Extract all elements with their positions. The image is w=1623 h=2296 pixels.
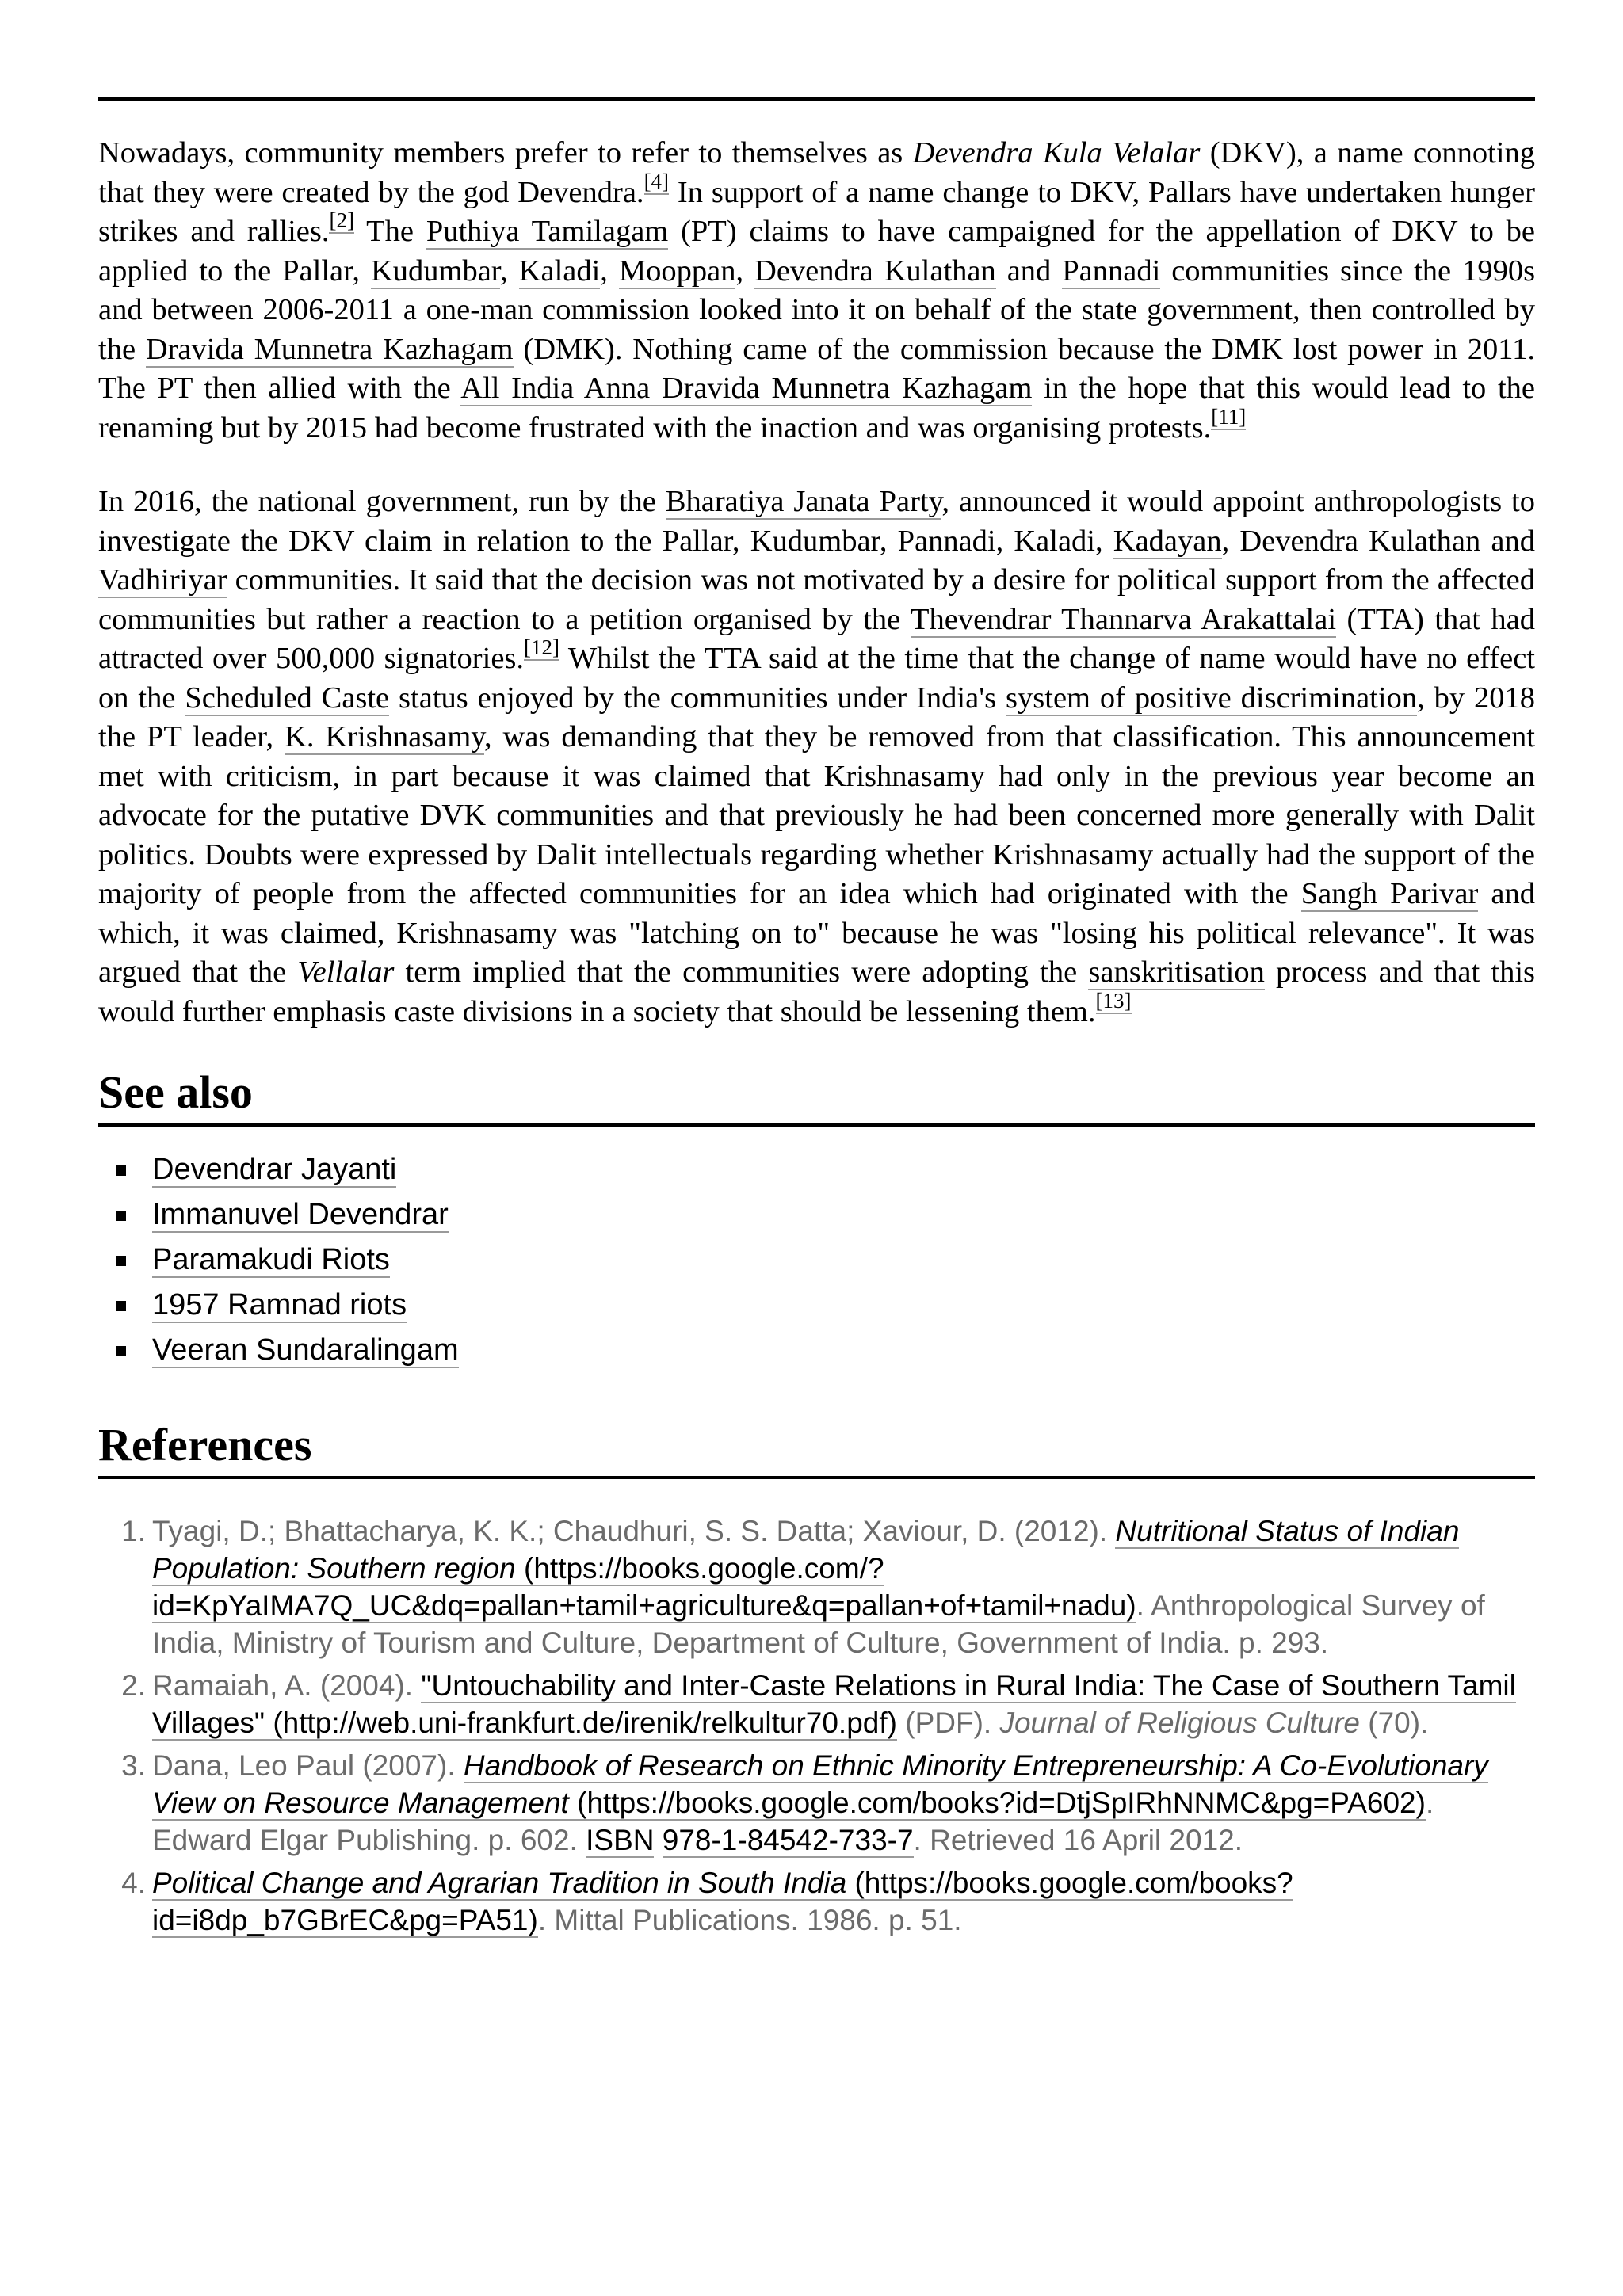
text: , Devendra Kulathan and — [1221, 524, 1535, 558]
reference-authors: Dana, Leo Paul (2007). — [152, 1749, 464, 1782]
bullet-icon — [116, 1346, 126, 1356]
see-also-item — [98, 1328, 1535, 1373]
see-also-link[interactable]: 1957 Ramnad riots — [152, 1288, 407, 1322]
see-also-item — [98, 1283, 1535, 1328]
reference-publisher: . Edward Elgar Publishing. p. 602. — [152, 1787, 1434, 1856]
paragraph-2016-investigation — [98, 482, 1535, 1032]
text: , — [600, 254, 619, 288]
see-also-item — [98, 1192, 1535, 1238]
text: (TTA) that had attracted over 500,000 signatories. — [98, 602, 1535, 675]
citation-link[interactable]: [13] — [1095, 988, 1132, 1013]
reference-title: Handbook of Research on Ethnic Minority Entrepreneurship: A Co-Evolutionary View on Resource Management — [152, 1749, 1488, 1819]
link-devendra-kulathan[interactable]: Devendra Kulathan — [754, 254, 996, 288]
bullet-icon — [116, 1211, 126, 1221]
reference-authors: Ramaiah, A. (2004). — [152, 1669, 422, 1702]
see-also-item — [98, 1238, 1535, 1283]
see-also-link[interactable]: Veeran Sundaralingam — [152, 1333, 459, 1367]
reference-details: (70). — [1359, 1707, 1429, 1739]
link-krishnasamy[interactable]: K. Krishnasamy — [285, 720, 485, 753]
text: communities since the 1990s and between 2006-2011 a one-man commission looked into it on behalf of the state government, then controlled by the — [98, 254, 1536, 366]
reference-item — [98, 1667, 1535, 1741]
reference-authors: Tyagi, D.; Bhattacharya, K. K.; Chaudhuri, S. S. Datta; Xaviour, D. (2012). — [152, 1515, 1116, 1547]
reference-details: . Retrieved 16 April 2012. — [913, 1824, 1243, 1856]
references-list — [98, 1512, 1535, 1939]
link-kudumbar[interactable]: Kudumbar — [370, 254, 501, 288]
top-divider — [98, 97, 1535, 101]
text: In support of a name change to DKV, Pallars have undertaken hunger strikes and rallies. — [98, 175, 1535, 248]
text: status enjoyed by the communities under India's — [389, 681, 1006, 715]
see-also-link[interactable]: Paramakudi Riots — [152, 1243, 390, 1276]
link-aiadmk[interactable]: All India Anna Dravida Munnetra Kazhagam — [460, 372, 1033, 405]
italic-term: Devendra Kula Velalar — [912, 136, 1201, 170]
see-also-item — [98, 1147, 1535, 1192]
text: , by 2018 the PT leader, — [98, 681, 1535, 753]
see-also-heading: See also — [98, 1066, 1535, 1127]
paragraph-dkv-name — [98, 134, 1535, 448]
link-sanskritisation[interactable]: sanskritisation — [1088, 955, 1265, 989]
link-dmk[interactable]: Dravida Munnetra Kazhagam — [145, 332, 514, 366]
see-also-list — [98, 1147, 1535, 1373]
link-kaladi[interactable]: Kaladi — [518, 254, 601, 288]
italic-term: Vellalar — [297, 955, 395, 989]
reference-format: (PDF). — [896, 1707, 1000, 1739]
citation-12[interactable] — [524, 635, 559, 659]
reference-item — [98, 1512, 1535, 1661]
citation-link[interactable]: [12] — [524, 635, 560, 660]
citation-link[interactable]: [2] — [329, 208, 354, 233]
reference-journal: Journal of Religious Culture — [999, 1707, 1360, 1739]
link-mooppan[interactable]: Mooppan — [618, 254, 736, 288]
citation-2[interactable] — [329, 208, 353, 232]
text: Whilst the TTA said at the time that the change of name would have no effect on the — [98, 642, 1535, 715]
citation-13[interactable] — [1096, 989, 1132, 1013]
link-puthiya-tamilagam[interactable]: Puthiya Tamilagam — [426, 215, 669, 248]
text: in the hope that this would lead to the renaming but by 2015 had become frustrated with the inaction and was organising protests. — [98, 372, 1535, 444]
bullet-icon — [116, 1256, 126, 1266]
text: (PT) claims to have campaigned for the appellation of DKV to be applied to the Pallar, — [98, 215, 1535, 288]
reference-url: (https://books.google.com/books?id=DtjSpIRhNNMC&pg=PA602) — [568, 1787, 1426, 1819]
reference-link[interactable]: "Untouchability and Inter-Caste Relations in Rural India: The Case of Southern Tamil Villages" (http://web.uni-frankfurt.de/irenik/relkultur70.pdf) — [152, 1669, 1516, 1739]
citation-link[interactable]: [11] — [1211, 404, 1247, 429]
isbn-link[interactable]: ISBN — [586, 1824, 655, 1856]
bullet-icon — [116, 1165, 126, 1176]
text: , — [500, 254, 519, 288]
link-pannadi[interactable]: Pannadi — [1062, 254, 1161, 288]
isbn-number-link[interactable]: 978-1-84542-733-7 — [662, 1824, 914, 1856]
see-also-link[interactable]: Immanuvel Devendrar — [152, 1198, 449, 1231]
link-tta[interactable]: Thevendrar Thannarva Arakattalai — [910, 602, 1337, 636]
text: The — [353, 215, 426, 248]
citation-link[interactable]: [4] — [643, 169, 670, 193]
reference-number: 4. — [121, 1867, 146, 1899]
link-vadhiriyar[interactable]: Vadhiriyar — [98, 563, 227, 597]
text: , was demanding that they be removed from that classification. This announcement met with criticism, in part because it was claimed that Krishnasamy had only in the previous year become an advocate for the putative DVK communities and that previously he had been concerned more generally with Dalit politics. Doubts were expressed by Dalit intellectuals regarding whether Krishnasamy actually had the support of the majority of people from the affected communities for an idea which had originated with the — [98, 720, 1535, 910]
citation-11[interactable] — [1211, 405, 1246, 429]
see-also-link[interactable]: Devendrar Jayanti — [152, 1153, 397, 1186]
text: term implied that the communities were adopting the — [394, 955, 1089, 989]
text: In 2016, the national government, run by the — [98, 485, 666, 518]
text: process and that this would further emphasis caste divisions in a society that should be lessening them. — [98, 955, 1535, 1028]
link-scheduled-caste[interactable]: Scheduled Caste — [185, 681, 390, 715]
text: and — [995, 254, 1063, 288]
reference-title: Political Change and Agrarian Tradition in South India — [152, 1867, 847, 1899]
text: and which, it was claimed, Krishnasamy was "latching on to" because he was "losing his political relevance". It was argued that the — [98, 877, 1535, 989]
text — [654, 1824, 662, 1856]
text: communities. It said that the decision was not motivated by a desire for political support from the affected communities but rather a reaction to a petition organised by the — [98, 563, 1535, 636]
citation-4[interactable] — [644, 170, 669, 193]
text: (DKV), a name connoting that they were created by the god Devendra. — [98, 136, 1536, 209]
reference-number: 2. — [121, 1669, 146, 1702]
link-positive-discrimination[interactable]: system of positive discrimination — [1006, 681, 1418, 715]
text: (DMK). Nothing came of the commission because the DMK lost power in 2011. The PT then allied with the — [98, 332, 1535, 405]
link-kadayan[interactable]: Kadayan — [1113, 524, 1222, 558]
article-page — [98, 97, 1535, 1944]
reference-details: . Mittal Publications. 1986. p. 51. — [537, 1904, 962, 1936]
reference-details: . Anthropological Survey of India, Ministry of Tourism and Culture, Department of Culture, Government of India. p. 293. — [152, 1589, 1485, 1659]
reference-url: (https://books.google.com/?id=KpYaIMA7Q_UC&dq=pallan+tamil+agriculture&q=pallan+of+tamil+nadu) — [152, 1552, 1136, 1622]
link-sangh-parivar[interactable]: Sangh Parivar — [1300, 877, 1479, 910]
reference-number: 1. — [121, 1515, 146, 1547]
reference-number: 3. — [121, 1749, 146, 1782]
reference-item — [98, 1864, 1535, 1939]
bullet-icon — [116, 1301, 126, 1311]
text: , — [735, 254, 755, 288]
references-heading: References — [98, 1419, 1535, 1479]
reference-item — [98, 1747, 1535, 1859]
text: Nowadays, community members prefer to refer to themselves as — [98, 136, 913, 170]
reference-url: (https://books.google.com/books?id=i8dp_b7GBrEC&pg=PA51) — [152, 1867, 1293, 1936]
text: , announced it would appoint anthropologists to investigate the DKV claim in relation to the Pallar, Kudumbar, Pannadi, Kaladi, — [98, 485, 1535, 558]
reference-title: Nutritional Status of Indian Population: Southern region — [152, 1515, 1460, 1585]
link-bjp[interactable]: Bharatiya Janata Party — [665, 485, 942, 518]
